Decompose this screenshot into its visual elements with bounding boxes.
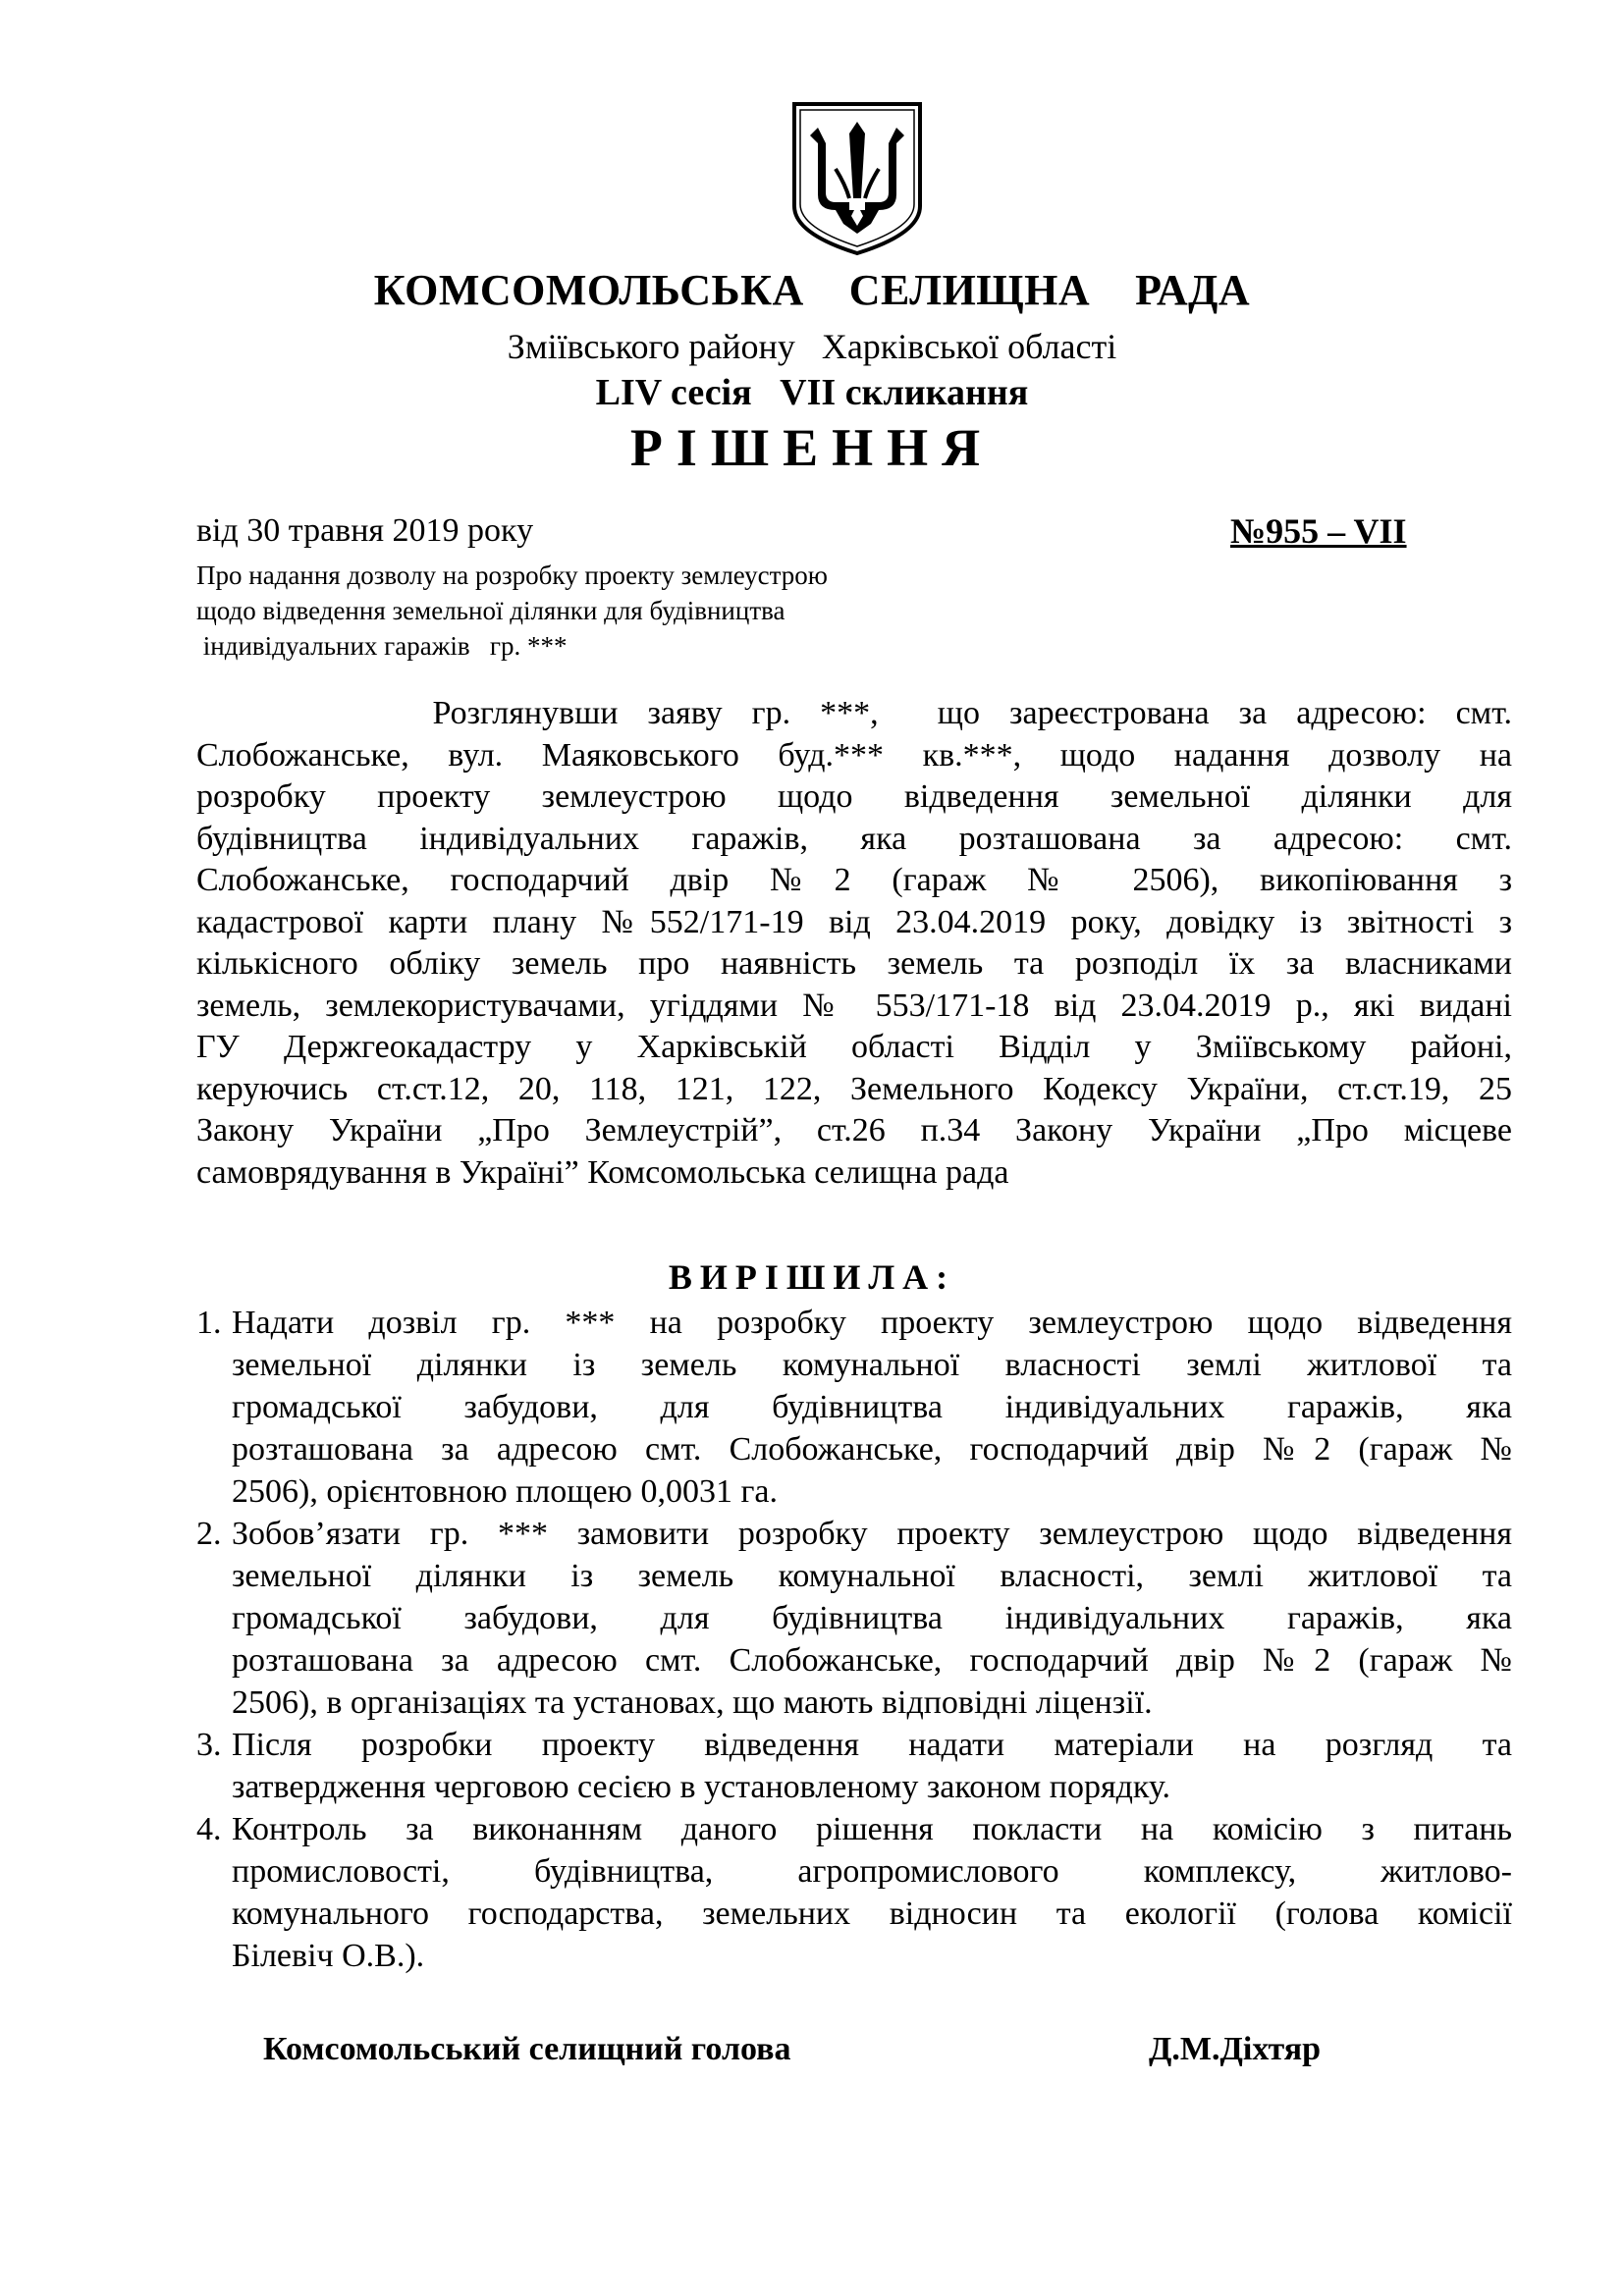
decision-subject [196,558,828,664]
preamble-line: Розглянувши заяву гр. ***, що зареєстрована за адресою: смт. [196,695,1512,731]
decision-items [196,1302,1512,1977]
preamble-line: самоврядування в Україні” Комсомольська селищна рада [196,1153,1009,1191]
item-line: розташована за адресою смт. Слобожанське, господарчий двір №2 (гараж № [232,1642,1512,1679]
preamble-line: Слобожанське, вул. Маяковського буд.*** кв.***, щодо надання дозволу на [196,736,1512,774]
item-line: 2506), в організаціях та установах, що мають відповідні ліцензії. [232,1684,1153,1721]
preamble-line: розробку проекту землеустрою щодо відведення земельної ділянки для [196,778,1512,815]
decided-heading: ВИРІШИЛА: [668,1257,956,1297]
document-type-title: РІШЕННЯ [629,418,995,477]
preamble-line: кадастрової карти плану №552/171-19 від 23.04.2019 року, довідку із звітності з [196,903,1512,940]
preamble-line: земель, землекористувачами, угіддями № 553/171-18 від 23.04.2019 р., які видані [196,987,1512,1024]
item-line: промисловості, будівництва, агропромислового комплексу, житлово- [232,1853,1512,1890]
preamble-line: Закону України „Про Землеустрій”, ст.26 п.34 Закону України „Про місцеве [196,1112,1512,1148]
trident-coat-of-arms-icon [788,100,926,257]
session-info: LIV сесія VII скликання [595,372,1029,413]
item-line: Надати дозвіл гр. *** на розробку проекту землеустрою щодо відведення [232,1305,1512,1341]
item-number: 1. [196,1305,222,1341]
council-name: КОМСОМОЛЬСЬКА СЕЛИЩНА РАДА [373,266,1251,314]
item-line: громадської забудови, для будівництва індивідуальних гаражів, яка [232,1600,1512,1636]
preamble-line: кількісного обліку земель про наявність земель та розподіл їх за власниками [196,945,1512,982]
decision-item [196,1513,1512,1724]
decision-date: від 30 травня 2019 року [196,512,534,549]
decision-item [196,1724,1512,1808]
signatory-name: Д.М.Діхтяр [1149,2031,1322,2067]
preamble-line: керуючись ст.ст.12, 20, 118, 121, 122, Земельного Кодексу України, ст.ст.19, 25 [196,1070,1512,1107]
item-number: 2. [196,1516,222,1552]
decision-item [196,1302,1512,1513]
preamble-paragraph [196,693,1512,1194]
item-line: земельної ділянки із земель комунальної власності, землі житлової та [232,1558,1512,1594]
item-line: Білевіч О.В.). [232,1938,425,1974]
preamble-line: Слобожанське, господарчий двір №2 (гараж № 2506), викопіювання з [196,862,1512,898]
item-line: Зобов’язати гр. *** замовити розробку проекту землеустрою щодо відведення [232,1516,1512,1552]
item-line: Після розробки проекту відведення надати матеріали на розгляд та [232,1727,1512,1763]
council-region: Зміївського району Харківської області [507,327,1117,366]
item-line: комунального господарства, земельних відносин та екології (голова комісії [232,1896,1512,1932]
item-line: Контроль за виконанням даного рішення покласти на комісію з питань [232,1811,1512,1847]
item-number: 4. [196,1811,222,1847]
item-line: 2506), орієнтовною площею 0,0031 га. [232,1473,778,1510]
subject-line: індивідуальних гаражів гр. *** [196,631,568,661]
preamble-line: будівництва індивідуальних гаражів, яка розташована за адресою: смт. [196,820,1512,857]
decision-number: №955 – VII [1230,511,1407,551]
decision-item [196,1808,1512,1977]
item-line: громадської забудови, для будівництва індивідуальних гаражів, яка [232,1389,1512,1425]
preamble-line: ГУ Держгеокадастру у Харківській області Відділ у Зміївському районі, [196,1029,1512,1065]
subject-line: щодо відведення земельної ділянки для будівництва [196,596,785,625]
item-line: затвердження черговою сесією в установленому законом порядку. [232,1769,1171,1805]
item-line: розташована за адресою смт. Слобожанське, господарчий двір №2 (гараж № [232,1431,1512,1468]
item-line: земельної ділянки із земель комунальної власності землі житлової та [232,1347,1512,1383]
item-number: 3. [196,1727,222,1763]
subject-line: Про надання дозволу на розробку проекту землеустрою [196,561,828,590]
signatory-title: Комсомольський селищний голова [263,2031,791,2067]
